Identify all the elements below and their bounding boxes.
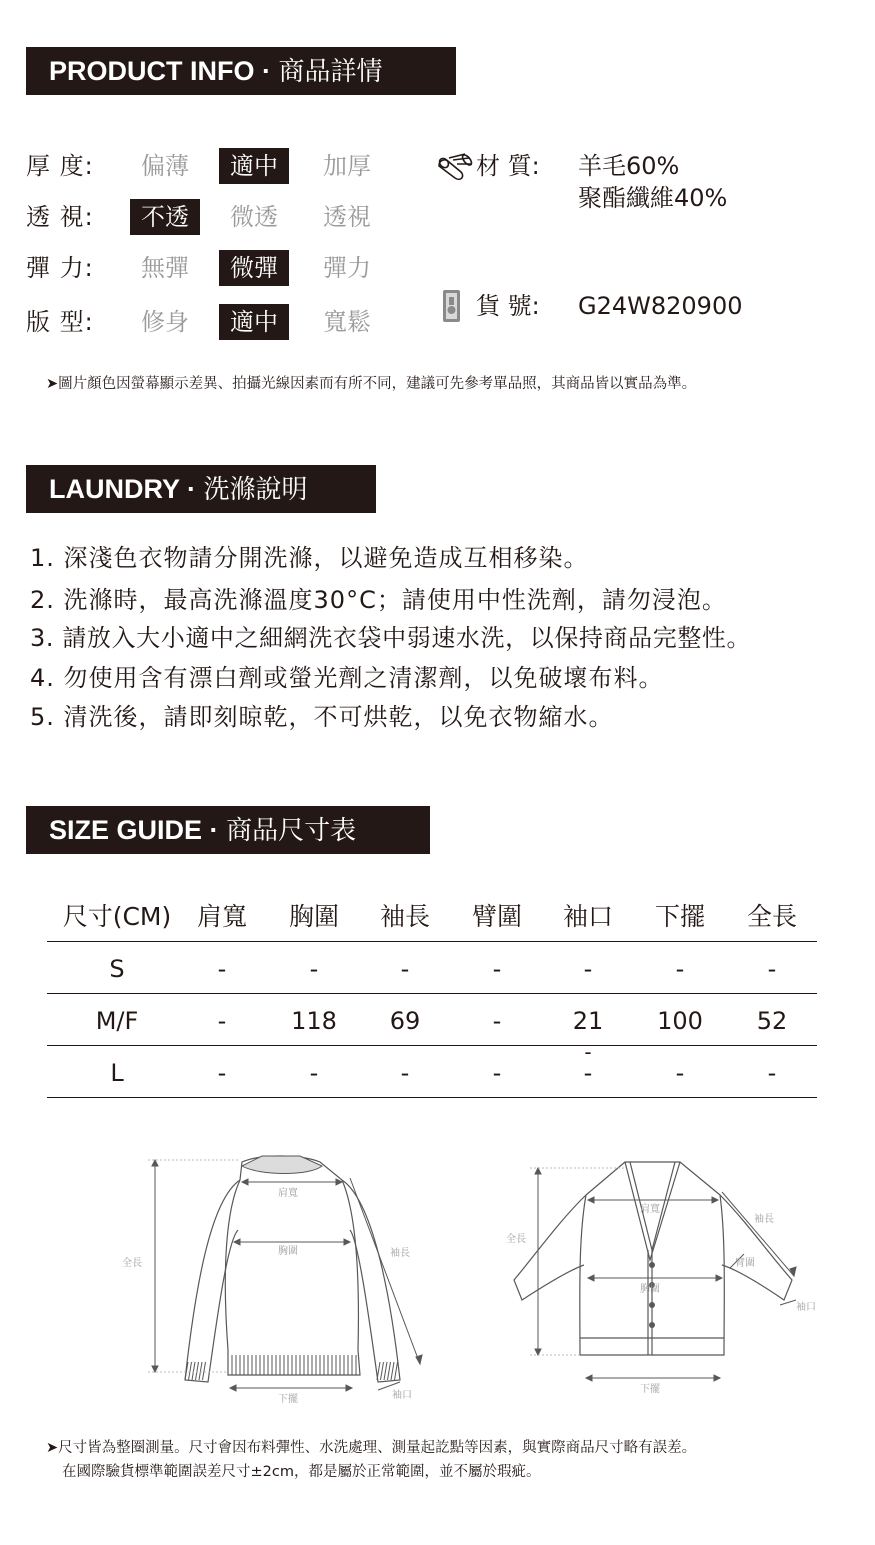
heading-sep: · [187, 474, 197, 504]
cardigan-diagram [500, 1150, 830, 1400]
diagram-label-length: 全長 [506, 1234, 526, 1245]
table-cell: 21 [572, 1007, 604, 1035]
table-cell: S [109, 955, 125, 983]
heading-zh: 商品詳情 [278, 57, 383, 87]
table-cell: - [492, 955, 502, 983]
size-note-line-2: 在國際驗貨標準範圍誤差尺寸±2cm，都是屬於正常範圍，並不屬於瑕疵。 [62, 1464, 541, 1480]
attribute-option: 偏薄 [141, 152, 189, 180]
table-cell: - [217, 955, 227, 983]
table-cell: - [309, 1059, 319, 1087]
product-info-heading [26, 47, 456, 95]
table-header-cell: 臂圍 [471, 902, 522, 931]
attribute-label: 透 視: [26, 203, 94, 231]
laundry-item: 5. 清洗後，請即刻晾乾，不可烘乾，以免衣物縮水。 [30, 703, 614, 731]
diagram-label-hem: 下擺 [640, 1384, 660, 1395]
table-cell: - [583, 1059, 593, 1087]
table-header-cell: 全長 [746, 902, 797, 931]
table-header-cell: 尺寸(CM) [62, 902, 172, 931]
table-header-cell: 肩寬 [196, 902, 247, 931]
attribute-option: 寬鬆 [323, 308, 371, 336]
table-cell: M/F [95, 1007, 139, 1035]
size-note-line-1: ➤尺寸皆為整圈測量。尺寸會因布料彈性、水洗處理、測量起訖點等因素，與實際商品尺寸略有誤差。 [46, 1440, 697, 1456]
table-header-row [47, 890, 817, 942]
attribute-row [26, 148, 386, 184]
table-cell: - [675, 955, 685, 983]
table-cell: 118 [291, 1007, 337, 1035]
table-cell: - [400, 955, 410, 983]
table-row [47, 994, 817, 1046]
attribute-option-selected: 適中 [219, 148, 289, 184]
table-cell: - [675, 1059, 685, 1087]
table-header-cell: 胸圍 [288, 902, 339, 931]
diagram-label-shoulder: 肩寬 [278, 1188, 298, 1199]
table-row [47, 1046, 817, 1098]
table-cell: - [767, 1059, 777, 1087]
thread-spool-icon [435, 148, 475, 184]
diagram-label-arm: 臂圍 [735, 1258, 755, 1269]
attribute-row [26, 250, 386, 286]
heading-sep: · [209, 815, 219, 845]
laundry-heading [26, 465, 376, 513]
heading-en: PRODUCT INFO [49, 56, 255, 86]
laundry-item: 4. 勿使用含有漂白劑或螢光劑之清潔劑，以免破壞布料。 [30, 664, 664, 692]
table-cell: - [492, 1059, 502, 1087]
table-cell: - [309, 955, 319, 983]
table-cell: 100 [657, 1007, 703, 1035]
attribute-option-selected: 不透 [130, 199, 200, 235]
material-line-1: 羊毛60% [578, 152, 680, 180]
table-cell: - [400, 1059, 410, 1087]
table-cell: - [492, 1007, 502, 1035]
attribute-option: 微透 [230, 203, 278, 231]
sku-label: 貨 號: [476, 292, 540, 320]
table-header-cell: 袖口 [562, 902, 613, 931]
diagram-label-sleeve: 袖長 [390, 1248, 410, 1259]
stray-mark: - [584, 1040, 592, 1064]
diagram-label-shoulder: 肩寬 [640, 1204, 660, 1215]
sku-value: G24W820900 [578, 292, 743, 320]
table-row [47, 942, 817, 994]
attribute-option-selected: 微彈 [219, 250, 289, 286]
diagram-label-cuff: 袖口 [796, 1302, 816, 1313]
table-cell: - [767, 955, 777, 983]
attribute-option: 加厚 [323, 152, 371, 180]
table-cell: 69 [389, 1007, 421, 1035]
attribute-option: 無彈 [141, 254, 189, 282]
heading-en: LAUNDRY [49, 474, 180, 504]
size-table [47, 890, 817, 1098]
product-note: ➤圖片顏色因螢幕顯示差異、拍攝光線因素而有所不同，建議可先參考單品照，其商品皆以實品為準。 [46, 376, 697, 392]
heading-zh: 商品尺寸表 [226, 816, 357, 846]
attribute-row [26, 304, 386, 340]
laundry-item: 1. 深淺色衣物請分開洗滌，以避免造成互相移染。 [30, 544, 589, 572]
diagram-label-chest: 胸圍 [278, 1246, 298, 1257]
material-label: 材 質: [476, 152, 540, 180]
diagram-label-chest: 胸圍 [640, 1284, 660, 1295]
tag-icon [440, 286, 464, 326]
sweater-diagram [110, 1150, 440, 1410]
attribute-option: 彈力 [323, 254, 371, 282]
heading-zh: 洗滌說明 [203, 475, 308, 505]
attribute-row [26, 199, 386, 235]
attribute-option: 修身 [141, 308, 189, 336]
table-cell: L [110, 1059, 124, 1087]
diagram-label-hem: 下擺 [278, 1394, 298, 1405]
table-cell: - [217, 1059, 227, 1087]
heading-sep: · [262, 56, 272, 86]
heading-en: SIZE GUIDE [49, 815, 203, 845]
attribute-label: 彈 力: [26, 254, 94, 282]
table-cell: - [217, 1007, 227, 1035]
table-cell: 52 [756, 1007, 788, 1035]
diagram-label-length: 全長 [122, 1258, 142, 1269]
table-header-cell: 下擺 [654, 902, 705, 931]
laundry-item: 2. 洗滌時，最高洗滌溫度30°C；請使用中性洗劑，請勿浸泡。 [30, 586, 727, 614]
diagram-label-cuff: 袖口 [392, 1390, 412, 1401]
laundry-item: 3. 請放入大小適中之細網洗衣袋中弱速水洗，以保持商品完整性。 [30, 624, 752, 652]
attribute-option-selected: 適中 [219, 304, 289, 340]
table-header-cell: 袖長 [379, 902, 430, 931]
table-body [47, 942, 817, 1098]
attribute-option: 透視 [323, 203, 371, 231]
material-line-2: 聚酯纖維40% [578, 184, 728, 212]
attribute-label: 版 型: [26, 308, 94, 336]
table-cell: - [583, 955, 593, 983]
attribute-label: 厚 度: [26, 152, 94, 180]
size-guide-heading [26, 806, 430, 854]
diagram-label-sleeve: 袖長 [754, 1214, 774, 1225]
